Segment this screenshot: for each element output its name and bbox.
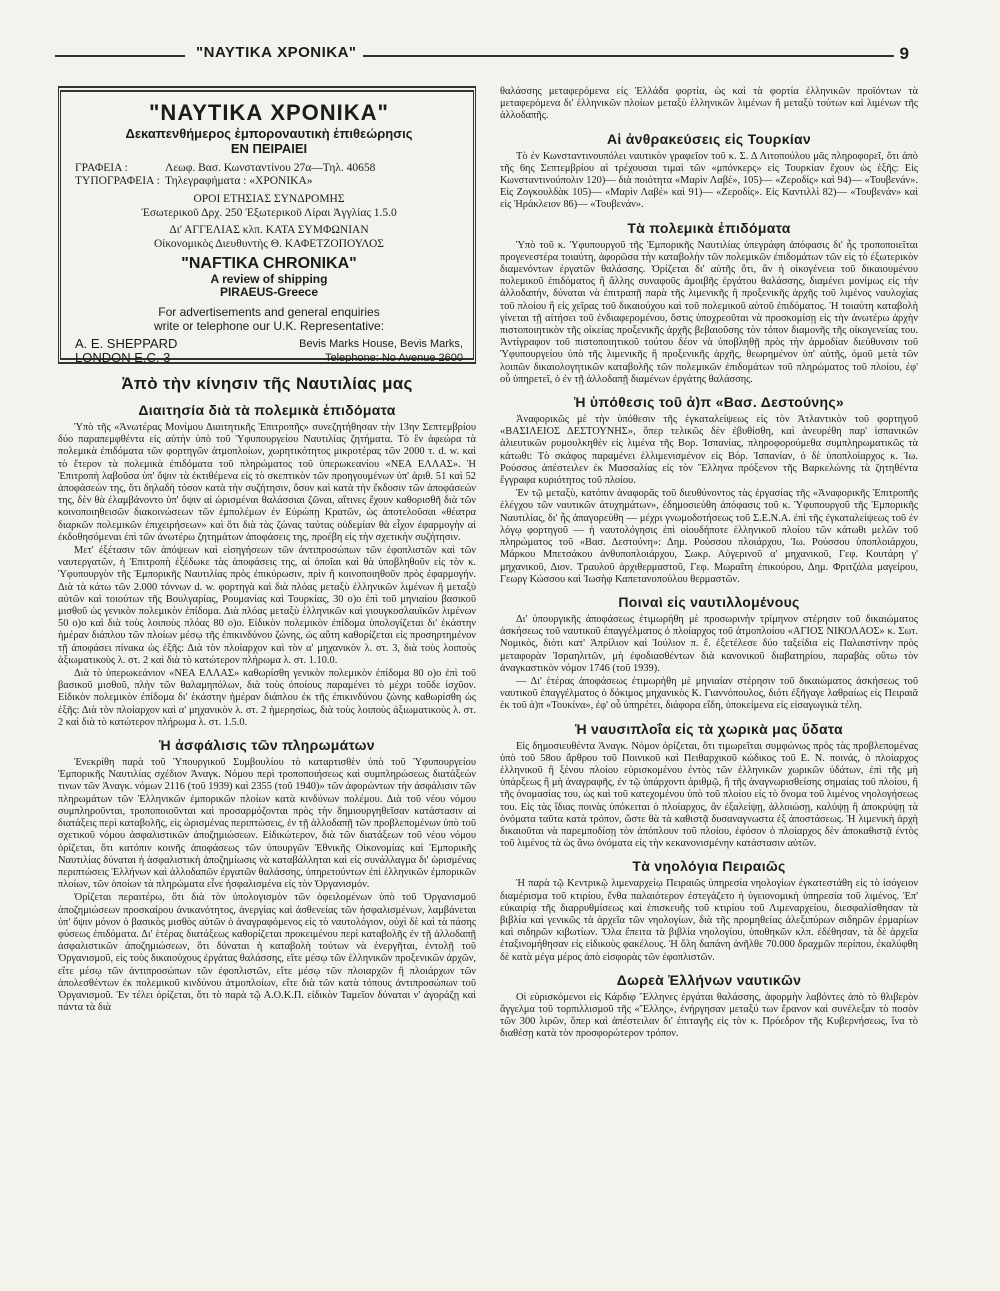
main-section-title: Ἀπὸ τὴν κίνησιν τῆς Ναυτιλίας μας [121,374,413,393]
paragraph: Ὑπὸ τῆς «Ἀνωτέρας Μονίμου Διαιτητικῆς Ἐπιτροπῆς» συνεζητήθησαν τὴν 13ην Σεπτεμβρίου δύο παραπεμφθέντα εἰς αὐτὴν ὑπὸ τοῦ Ὑφυπουργείου Ναυτιλίας ζητήματα. Τὸ ἓν ἀφεώρα τὰ πολεμικὰ ἐπιδόματα τῶν φορτηγῶν ἀτμοπλοίων, χωρητικότητος μικροτέρας τῶν 2000 τ. d. w. καὶ τὸ ἕτερον τὰ πολεμικὰ ἐπιδόματα τοῦ πληρώματος τοῦ ὑπερωκεανίου «ΝΕΑ ΕΛΛΑΣ». Ἡ Ἐπιτροπὴ λαβοῦσα ὑπ' ὄψιν τὰ ἐκτιθέμενα εἰς τὸ σκεπτικὸν τῶν προηγουμένων ὑπ' ἀριθ. 51 καὶ 52 ἀποφάσεών της, ὅτι δηλαδὴ τόσον κατὰ τὴν συζήτησιν, ὅσον καὶ κατὰ τὴν ἔκδοσιν τῶν ἀποφάσεών της, δὲν θὰ ἐλαμβάνοντο ὑπ' ὄψιν αἱ ὡρισμέναι θαλάσσιαι ζῶναι, αἵτινες ἔχουν καθορισθῆ διὰ τῶν κοινοποιηθεισῶν διακοινώσεων τῶν ἐμπολέμων ἐν Εὐρώπῃ Κρατῶν, ὡς ἀποτελοῦσαι «θέατρα διαρκῶν πολεμικῶν ἐπιχειρήσεων» καὶ ὅτι διὰ τὰς ζώνας ταύτας οὐδεμίαν θὰ εἶχον ἐφαρμογὴν αἱ ἐκδοθησόμεναι ἐπὶ τῶν ἀνωτέρω ζητημάτων ἀποφάσεις της, προέβη εἰς τὴν σχετικὴν συζήτησιν. [58,422,476,543]
masthead-location: ΕΝ ΠΕΙΡΑΙΕΙ [230,141,308,156]
agent-telephone: Telephone: No Avenue 2600 [324,352,463,364]
running-head [55,44,950,66]
paragraph: Εἰς δημοσιευθέντα Ἀναγκ. Νόμον ὁρίζεται, ὅτι τιμωρεῖται συμφώνως πρὸς τὰς προβλεπομένας ὑπὸ τοῦ 58ου ἄρθρου τοῦ Ποινικοῦ καὶ Πειθαρχικοῦ κώδικος τοῦ Ε. Ν. ποινάς, ὁ πλοίαρχος ἑλληνικοῦ ἢ ξένου πλοίου εὑρισκομένου ἐντὸς τῶν ἑλληνικῶν χωρικῶν ὑδάτων, ἐπὶ τῆς μὴ ὑπάρξεως ἢ μὴ ἀναγραφῆς, ἐν τῷ ὑπάρχοντι ἀριθμῷ, ἢ τῆς ἀναγνωρισθείσης σημαίας τοῦ πλοίου, ἢ τῆς ὀνομασίας του, ὡς καὶ τοῦ κατεχομένου ὑπὸ τοῦ πλοίου εἰς τὸ ὄνομα τοῦ λιμένος νηολογήσεως του. Εἰς τὰς ἴδιας ποινὰς ὑπόκειται ὁ πλοίαρχος, ἂν ἐξαλείψῃ, ἀλλοιώσῃ, καλύψῃ ἢ ἀποκρύψῃ τὰ ὀνόματα ταῦτα κατὰ τρόπον, ὥστε θὰ τὰ καθιστᾷ δυσαναγνωστα ἐξ ἀποστάσεως. Ἡ λιμενικὴ ἀρχὴ δικαιοῦται νὰ παρεμποδίσῃ τὸν ἀπόπλουν τοῦ πλοίου, ἐφόσον ὁ πλοίαρχος δὲν ἀποκαθιστᾷ ἐντὸς τοῦ λιμένος τὰ ὡς ἄνω ὀνόματα εἰς τὴν κεκανονισμένην κατάστασιν αὐτῶν. [500,740,918,850]
paragraph: Δι' ὑπουργικῆς ἀποφάσεως ἐτιμωρήθη μὲ προσωρινὴν τρίμηνον στέρησιν τοῦ δικαιώματος ἀσκήσεως τοῦ ναυτικοῦ ἐπαγγέλματος ὁ πλοίαρχος τοῦ ἀτμοπλοίου «ΑΓΙΟΣ ΝΙΚΟΛΑΟΣ» κ. Σωτ. Νομικός, διότι κατ' Ἀπρίλιον καὶ Ἰούλιον π. ἔ. ἐξετέλεσε δύο ταξείδια εἰς Παλαιστίνην πρὸς μεταφορὰν Ἰσραηλιτῶν, μὴ ἐφοδιασθέντων διὰ κανονικοῦ διαβατηρίου, παραβὰς οὕτω τὸν ἀναγκαστικὸν νόμον 1746 (τοῦ 1939). [500,613,918,674]
english-title: "NAFTIKA CHRONIKA" [181,255,357,272]
print-label: ΤΥΠΟΓΡΑΦΕΙΑ : [75,175,160,187]
english-subtitle: A review of shipping [210,272,328,286]
running-title: "ΝΑΥΤΙΚΑ ΧΡΟΝΙΚΑ" [190,44,363,61]
paragraph: θαλάσσης μεταφερόμενα εἰς Ἑλλάδα φορτία, ὡς καὶ τὰ φορτία ἑλληνικῶν προϊόντων τὰ μεταφερόμενα δι' ἑλληνικῶν πλοίων μεταξὺ ἑλληνικῶν λιμένων ἢ μεταξὺ τούτων καὶ λιμένων τῆς ἀλλοδαπῆς. [500,86,918,122]
paragraph: Τὸ ἐν Κωνσταντινουπόλει ναυτικὸν γραφεῖον τοῦ κ. Σ. Δ Λιτοπούλου μᾶς πληροφορεῖ, ὅτι ἀπὸ τῆς 6ης Σεπτεμβρίου αἱ τρέχουσαι τιμαὶ τῶν «μπόνκερς» εἰς Τουρκίαν ἔχουν ὡς ἑξῆς: Εἰς Κωνσταντινούπολιν 120)— διὰ ποιότητα «Μαρὶν Λαβέ», 105)— «Ζεροδίς» καὶ 94)— «Τουβενάν». Εἰς Ζογκουλδὰκ 105)— «Μαρὶν Λαβέ» καὶ 91)— «Ζεροδίς». Εἰς Καντιλλὶ 82)— «Τουβενάν» καὶ εἰς Ἡράκλειον 86)— «Τουβενάν». [500,150,918,211]
print-value: Τηλεγραφήματα : «ΧΡΟΝΙΚΑ» [165,175,313,187]
agent-city: LONDON E.C. 3 [75,350,171,365]
paragraph: Διὰ τὸ ὑπερωκεάνιον «ΝΕΑ ΕΛΛΑΣ» καθωρίσθη γενικὸν πολεμικὸν ἐπίδομα 80 ο)ο ἐπὶ τοῦ βασικοῦ μισθοῦ, πλὴν τῶν θαλαμηπόλων, διὰ τοὺς ὁποίους παραμένει τὸ μέχρι τοῦδε ἰσχῦον. Εἰδικὸν πολεμικὸν ἐπίδομα δι' ἑκάστην ἡμέραν διάπλου ἐκ τῆς ἐπικινδύνου ζώνης καθωρίσθη ὡς ἑξῆς: Διὰ τὸν πλοίαρχον καὶ α' μηχανικὸν λ. στ. 2 ἡμερησίως, διὰ τοὺς λοιποὺς ἀξιωματικοὺς λ. στ. 2 καὶ διὰ τὸ κατώτερον πλήρωμα λ. στ. 1.5.0. [58,668,476,728]
rule-right [345,55,905,57]
page-number: 9 [894,44,915,64]
paragraph: Ὁρίζεται περαιτέρω, ὅτι διὰ τὸν ὑπολογισμὸν τῶν ὀφειλομένων ὑπὸ τοῦ Ὀργανισμοῦ ἀποζημιώσεων προσκαίρου ἀνικανότητος, ἀνεργίας καὶ ἀσθενείας τῶν ἠσφαλισμένων, λαμβάνεται ὑπ' ὄψιν μόνον ὁ βασικὸς μισθὸς αὐτῶν ὁ ἀναγραφόμενος εἰς τὸ ναυτολόγιον, οὐχὶ δὲ καὶ τὰ πάσης φύσεως ἐπιδόματα. Δι' ἑτέρας διατάξεως καθορίζεται προκειμένου περὶ καταβολῆς ἐν τῇ ἀλλοδαπῇ ἀσφαλιστικῶν ἀποζημιώσεων, ὅτι δύναται ἡ καταβολὴ τούτων νὰ ἐνεργῆται, ἐντολῇ τοῦ Ὀργανισμοῦ, εἰς τοὺς δικαιούχους ἐργάτας θαλάσσης, εἴτε μέσῳ τῶν ἑλληνικῶν προξενικῶν ἀρχῶν, εἴτε μέσῳ τῶν ἀντιπροσώπων τῶν ἐφοπλιστῶν, εἴτε μέσῳ τῶν πλοιαρχῶν ἢ πλοιάρχων τῶν ἀπολεσθέντων ἐκ πολεμικοῦ κινδύνου ἀτμοπλοίων, εἴτε διὰ τῶν κατὰ τόπους ἀντιπροσώπων τοῦ Ὀργανισμοῦ. Ἐν τέλει ὁρίζεται, ὅτι τὸ παρὰ τῷ Α.Ο.Κ.Π. εἰδικὸν Ταμεῖον δύναται ν' ἀγοράζῃ καὶ πάντα τὰ διὰ [58,892,476,1014]
subscription-prices: Ἐσωτερικοῦ Δρχ. 250 Ἐξωτερικοῦ Λίραι Ἀγγλίας 1.5.0 [141,207,397,219]
rule-left [55,55,185,57]
heading-territorial-waters: Ἡ ναυσιπλοΐα εἰς τὰ χωρικὰ μας ὕδατα [575,720,843,737]
heading-war-allowances: Τὰ πολεμικὰ ἐπιδόματα [627,219,791,236]
agent-address-block [215,337,463,365]
paragraph: Ὑπὸ τοῦ κ. Ὑφυπουργοῦ τῆς Ἐμπορικῆς Ναυτιλίας ὑπεγράφη ἀπόφασις δι' ἧς τροποποιεῖται προγενεστέρα τοιαύτη, ἀφορῶσα τὴν καταβολὴν τῶν πολεμικῶν ἐπιδομάτων τῶν εἰς τὸ ἐξωτερικὸν διαμενόντων ἐργατῶν θαλάσσης. Ὁρίζεται δι' αὐτῆς ὅτι, ἂν ἡ οἰκογένεια τοῦ δικαιουμένου πολεμικοῦ ἐπιδόματος ἢ ἄλλης συναφοῦς ἀμοιβῆς ἐργάτου θαλάσσης, διαμένει μονίμως εἰς τὴν ἀλλοδαπήν, δύναται νὰ ἐπιτραπῇ παρὰ τῆς λιμενικῆς ἢ προξενικῆς ἀρχῆς τοῦ λιμένος ναυλοχίας τοῦ πλοίου ἢ εἰς χεῖρας τοῦ δικαιούχου καὶ τοῦ πολεμικοῦ αὐτοῦ ἐπιδόματος. Ἡ τοιαύτη καταβολὴ γίνεται τῇ αἰτήσει τοῦ ἐνδιαφερομένου, ὅστις ὑποχρεοῦται νὰ προσκομίσῃ εἰς τὴν ἀνωτέρω ἀρχὴν πιστοποιητικὸν τῆς οἰκείας προξενικῆς ἀρχῆς βεβαιοῦσης τὸν τόπον διαμονῆς τῆς οἰκογενείας του. Ἀντίγραφον τοῦ πιστοποιητικοῦ τούτου δέον νὰ ὑποβληθῇ πρὸς τὴν ἁρμοδίαν διεύθυνσιν τοῦ Ὑφυπουργείου ὑπὸ τῆς λιμενικῆς ἢ προξενικῆς ἀρχῆς, θεωρημένον ὑπ' αὐτῆς, ὁμοῦ μετὰ τῶν λοιπῶν δικαιολογητικῶν καταβολῆς τῶν πολεμικῶν ἐπιδομάτων τοῦ πληρώματος τοῦ πλοίου, ἐφ' οὗ ὑπηρετεῖ, ὁ ἐν τῇ ἀλλοδαπῇ διαμένων ἐργάτης θαλάσσης. [500,239,918,385]
agent-name: A. E. SHEPPARD [75,336,178,351]
paragraph: — Δι' ἑτέρας ἀποφάσεως ἐτιμωρήθη μὲ μηνιαίαν στέρησιν τοῦ δικαιώματος ἀσκήσεως τοῦ ναυτικοῦ ἐπαγγέλματος ὁ δόκιμος μηχανικὸς Κ. Γιαννόπουλος, διότι ἐξῆγαγε λαθραίως εἰς Πειραιᾶ ἐκ τοῦ ἀ)π «Τουκίνα», ἐφ' οὗ ὑπηρέτει, διάφορα εἴδη, ὑποκείμενα εἰς εἰσαγωγικὰ τέλη. [500,675,918,712]
heading-destounis-case: Ἡ ὑπόθεσις τοῦ ἀ)π «Βασ. Δεστούνης» [573,394,845,411]
office-row [75,162,463,175]
paragraph: Οἱ εὑρισκόμενοι εἰς Κάρδιφ Ἕλληνες ἐργάται θαλάσσης, ἀφορμὴν λαβόντες ἀπὸ τὸ θλιβερὸν ἄγγελμα τοῦ τορπιλλισμοῦ τῆς «Ἔλλης», ἐνήργησαν μεταξύ των ἔρανον καὶ συνέλεξαν τὸ ποσὸν τῶν 300 λιρῶν, ὅπερ καὶ ἀπέστειλαν δι' ἐπιταγῆς εἰς τὸν κ. Πρόεδρον τῆς Κυβερνήσεως, ἵνα τὸ διαθέσῃ κατὰ τὸν προσφορώτερον τρόπον. [500,991,918,1040]
heading-crew-insurance: Ἡ ἀσφάλισις τῶν πληρωμάτων [159,737,375,754]
masthead-title: "ΝΑΥΤΙΚΑ ΧΡΟΝΙΚΑ" [149,100,389,125]
left-column [58,86,476,1014]
agent-block [75,337,463,365]
masthead-subtitle: Δεκαπενθήμερος ἐμποροναυτικὴ ἐπιθεώρησις [125,126,413,141]
paragraph: Ἀναφορικῶς μὲ τὴν ὑπόθεσιν τῆς ἐγκαταλείψεως εἰς τὸν Ἀτλαντικὸν τοῦ φορτηγοῦ «ΒΑΣΙΛΕΙΟΣ ΔΕΣΤΟΥΝΗΣ», ὅπερ τελικῶς δὲν ἐβυθίσθη, καὶ ἀνευρέθη παρ' ἱσπανικῶν ἁλιευτικῶν ρυμουλκηθὲν εἰς λιμένα τῆς Βορ. Ἱσπανίας, πληροφορούμεθα συμπληρωματικῶς τὰ κάτωθι: Τὸ σκάφος παραμένει ἑλλιμενισμένον εἰς Βόρ. Ἱσπανίαν, ὁ δὲ ὑποπλοίαρχος κ. Ἰω. Ρούσσος ἀπέστειλεν ἐκ Μασσαλίας εἰς τὸν Ἕλληνα πρόξενον τῆς Βαρκελώνης τὰ ζητηθέντα ἔγγραφα κυριότητος τοῦ πλοίου. [500,414,918,487]
paragraph: Ἐνεκρίθη παρὰ τοῦ Ὑπουργικοῦ Συμβουλίου τὸ καταρτισθὲν ὑπὸ τοῦ Ὑφυπουργείου Ἐμπορικῆς Ναυτιλίας σχέδιον Ἀναγκ. Νόμου περὶ τροποποιήσεως καὶ συμπληρώσεως διατάξεών τινων τῶν Ἀναγκ. νόμων 2116 (τοῦ 1939) καὶ 2355 (τοῦ 1940)» τῶν ἀφορώντων τὴν ἀσφάλισιν τῶν πληρωμάτων τῶν Ἑλληνικῶν ἐμπορικῶν πλοίων κατὰ κινδύνων πολέμου. Διὰ τοῦ νέου νόμου συμπληροῦνται, τροποποιοῦνται καὶ προσαρμόζονται πρὸς τὴν δημιουργηθεῖσαν κατάστασιν αἱ διατάξεις περὶ καταβολῆς, εἰς ὡρισμένας περιπτώσεις, ἐν τῇ ἀλλοδαπῇ τῶν προβλεπομένων ὑπὸ τοῦ σχετικοῦ νόμου ἀσφαλιστικῶν ἀποζημιώσεων. Εἰδικώτερον, διὰ τῶν διατάξεων τοῦ νέου νόμου ὁρίζεται, ὅτι κατόπιν κοινῆς ἀποφάσεως τῶν ὑπουργῶν Ἐθνικῆς Οἰκονομίας καὶ Ἐμπορικῆς Ναυτιλίας δύναται ἡ ἀσφαλιστικὴ ἀποζημίωσις νὰ καταβάλληται καὶ εἰς συνάλλαγμα δι' ὡρισμένας περιπτώσεις Ἑλλήνων καὶ ἀλλοδαπῶν ἐργατῶν θαλάσσης, ὑπηρετούντων ἐπὶ ἑλληνικῶν ἐμπορικῶν πλοίων, τῶν ὁποίων τὰ πληρώματα εἶνε ἠσφαλισμένα εἰς τὸν Ὀργανισμόν. [58,757,476,891]
masthead-box [58,86,476,364]
office-label: ΓΡΑΦΕΙΑ : [75,162,128,174]
english-representative: write or telephone our U.K. Representative: [153,319,385,333]
english-location: PIRAEUS-Greece [219,285,319,299]
agent-name-block [75,337,215,365]
paragraph: Ἐν τῷ μεταξὺ, κατόπιν ἀναφορᾶς τοῦ διευθύνοντος τὰς ἐργασίας τῆς «Ἀναφορικῆς Ἐπιτροπῆς ἐλέγχου τῶν ναυτικῶν ἀτυχημάτων», ἐδημοσιεύθη ἀπόφασις τοῦ κ. Ὑφυπουργοῦ τῆς Ἐμπορικῆς Ναυτιλίας, δι' ἧς ἀπαγορεύθη — μέχρι γνωμοδοτήσεως τοῦ Σ.Ε.Ν.Α. ἐπὶ τῆς ἐγκαταλείψεως τοῦ ἐν λόγῳ φορτηγοῦ — ἡ ναυτολόγησις ἐπὶ οἱουδήποτε ἑλληνικοῦ πλοίου τῶν κάτωθι μελῶν τοῦ πληρώματος τοῦ «Βασ. Δεστούνη»: Δημ. Ρούσσου πλοιάρχου, Ἰω. Ρούσσου ὑποπλοιάρχου, Μάρκου Μπετσάκου ἀνθυποπλοιάρχου, Σωκρ. Αὐγερινοῦ α' μηχανικοῦ, Γεφ. Κουτάρη γ' μηχανικοῦ, Διον. Τραυλοῦ ἀρχιθερμαστοῦ, Γεφ. Μωραΐτη ἐπικούρου, Δημ. Φριτζάλα μαγείρου, Γεωργ Κώσσου καὶ Ἰωσὴφ Καπετανοπούλου θερμαστῶν. [500,488,918,585]
print-row [75,175,463,188]
heading-piraeus-registries: Τὰ νηολόγια Πειραιῶς [632,858,786,875]
heading-penalties: Ποιναὶ εἰς ναυτιλλομένους [618,593,800,610]
office-value: Λεωφ. Βασ. Κωνσταντίνου 27α—Τηλ. 40658 [165,162,376,174]
heading-seamen-donation: Δωρεὰ Ἑλλήνων ναυτικῶν [616,971,802,988]
paragraph: Μετ' ἐξέτασιν τῶν ἀπόψεων καὶ εἰσηγήσεων τῶν ἀντιπροσώπων τῶν ἐφοπλιστῶν καὶ τῶν ναυτεργατῶν, ἡ Ἐπιτροπὴ ἐξέδωκε τὰς ἀποφάσεις της, αἱ ὁποῖαι καὶ θὰ ὑποβληθοῦν εἰς τὸν κ. Ὑφυπουργὸν τῆς Ἐμπορικῆς Ναυτιλίας πρὸς ἐπικύρωσιν, πρὶν ἢ κοινοποιηθοῦν πρὸς ἐφαρμογήν. Διὰ τὰ κάτω τῶν 2.000 τόννων d. w. φορτηγὰ καὶ διὰ πλόας μεταξὺ ἑλληνικῶν λιμένων ἢ μεταξὺ αὐτῶν καὶ τοιούτων τῆς Βουλγαρίας, Ρουμανίας καὶ Τουρκίας, 30 ο)ο ἐπὶ τοῦ μηνιαίου βασικοῦ μισθοῦ ὡς γενικὸν πολεμικὸν ἐπίδομα. Διὰ πλόας μεταξὺ ἑλληνικῶν καὶ γιουγκοσλαυϊκῶν λιμένων 50 ο)ο καὶ διὰ τοὺς λοιποὺς πλόας 80 ο)ο. Εἰδικὸν πολεμικὸν ἐπίδομα ὑπολογίζεται δι' ἑκάστην ἡμέραν διάπλου τῶν πλοίων μέσῳ τῆς ἐπικινδύνου ζώνης, ὡς αὕτη καθορίζεται εἰς προσηρτημένον τῇ ἀποφάσει πίνακα ὡς ἑξῆς: Διὰ τὸν πλοίαρχον καὶ τὸν α' μηχανικὸν λ. στ. 3, διὰ τοὺς λοιποὺς ἀξιωματικοὺς λ. στ. 2 καὶ διὰ τὸ κατώτερον πλήρωμα λ. στ. 1.10.0. [58,545,476,666]
english-enquiries: For advertisements and general enquiries [158,305,380,319]
agent-address: Bevis Marks House, Bevis Marks, [299,338,463,350]
financial-director: Οἰκονομικὸς Διευθυντὴς Θ. ΚΑΦΕΤΖΟΠΟΥΛΟΣ [153,238,385,250]
heading-bunkering-turkey: Αἱ ἀνθρακεύσεις εἰς Τουρκίαν [606,130,812,147]
ads-note: Δι' ΑΓΓΕΛΙΑΣ κλπ. ΚΑΤΑ ΣΥΜΦΩΝΙΑΝ [169,224,369,236]
right-column [500,86,918,1041]
paragraph: Ἡ παρὰ τῷ Κεντρικῷ λιμεναρχείῳ Πειραιῶς ὑπηρεσία νηολογίων ἐγκατεστάθη εἰς τὸ ἰσόγειον διαμέρισμα τοῦ κτιρίου, ἔνθα παλαιότερον ἐστεγάζετο ἡ ὑγειονομικὴ ὑπηρεσία τοῦ λιμένος. Ἐπ' εὐκαιρίᾳ τῆς διαρρυθμίσεως καὶ ἐπισκευῆς τοῦ κτιρίου τοῦ Λιμεναρχείου, διεσφαλίσθησαν τὰ βιβλία καὶ γενικῶς τὰ ἀρχεῖα τῶν νηολογίων, διὰ τῆς προμηθείας ἀλεξιπύρων σιδηρῶν ἐρμαρίων καὶ σιδηρῶν κιβωτίων. Ὅλα ἔπειτα τὰ βιβλία νηολογίου, ὑποθηκῶν κλπ. ἐδέθησαν, τὰ δὲ ἀρχεῖα ἐταξινομήθησαν εἰς εἰδικοὺς φακέλους. Ἡ ὅλη δαπάνη ἀνῆλθε 70.000 δραχμῶν περίπου, ἐκαλύφθη δὲ κατὰ μέγα μέρος ἀπὸ εἰσφορὰς τῶν ἐφοπλιστῶν. [500,878,918,963]
heading-arbitration: Διαιτησία διὰ τὰ πολεμικὰ ἐπιδόματα [138,402,396,418]
subscription-terms: ΟΡΟΙ ΕΤΗΣΙΑΣ ΣΥΝΔΡΟΜΗΣ [193,193,345,205]
